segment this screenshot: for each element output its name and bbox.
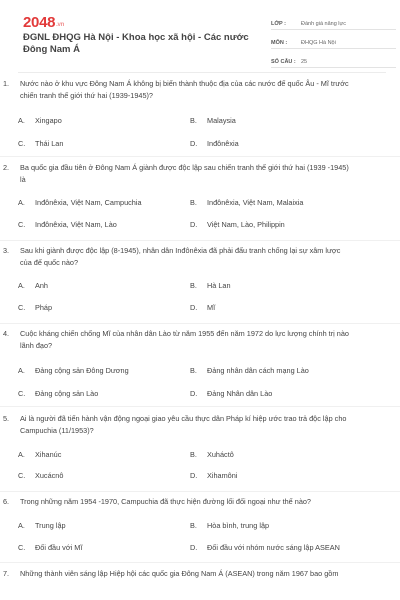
meta-row-class (271, 13, 396, 30)
logo-ext: .vn (56, 22, 64, 28)
question-number: 3. (3, 246, 10, 255)
option-c[interactable] (18, 389, 98, 398)
option-letter: D. (190, 543, 198, 552)
option-text: Inđônêxia, Việt Nam, Malaixia (207, 198, 304, 207)
option-a[interactable] (18, 450, 61, 459)
option-letter: D. (190, 303, 198, 312)
option-a[interactable] (18, 366, 129, 375)
option-letter: A. (18, 198, 25, 207)
option-text: Đảng Nhân dân Lào (207, 389, 273, 398)
meta-value: Đánh giá năng lực (301, 21, 346, 27)
option-letter: D. (190, 471, 198, 480)
option-text: Xucácnô (35, 471, 64, 480)
question-item (0, 413, 400, 492)
option-d[interactable] (190, 139, 239, 148)
option-text: Xingapo (35, 116, 62, 125)
question-item (0, 568, 400, 600)
option-letter: C. (18, 220, 26, 229)
option-text: Đối đầu với Mĩ (35, 543, 83, 552)
option-letter: A. (18, 281, 25, 290)
question-text: Trong những năm 1954 -1970, Campuchia đã thực hiện đường lối đối ngoại như thế nào? (20, 497, 311, 506)
option-b[interactable] (190, 366, 309, 375)
question-number: 1. (3, 79, 10, 88)
question-text: Cuộc kháng chiến chống Mĩ của nhân dân Lào từ năm 1955 đến năm 1972 do lực lượng chính trị nào lãnh đạo? (20, 329, 349, 350)
option-text: Inđônêxia, Việt Nam, Lào (35, 220, 117, 229)
question-text: Ai là người đã tiến hành vận động ngoại giao yêu cầu thực dân Pháp kí hiệp ước trao trả độc lập cho Campuchia (11/1953)? (20, 414, 347, 435)
option-text: Đối đầu với nhóm nước sáng lập ASEAN (207, 543, 340, 552)
option-letter: B. (190, 521, 197, 530)
question-text: Những thành viên sáng lập Hiệp hội các quốc gia Đông Nam Á (ASEAN) trong năm 1967 bao gồm (20, 569, 339, 578)
option-letter: C. (18, 139, 26, 148)
option-letter: C. (18, 389, 26, 398)
option-letter: B. (190, 366, 197, 375)
question-item (0, 162, 400, 241)
option-letter: B. (190, 450, 197, 459)
option-b[interactable] (190, 281, 231, 290)
option-text: Việt Nam, Lào, Philippin (207, 220, 285, 229)
option-letter: D. (190, 389, 198, 398)
option-text: Inđônêxia (207, 139, 239, 148)
question-item (0, 245, 400, 324)
option-a[interactable] (18, 521, 66, 530)
option-b[interactable] (190, 450, 234, 459)
meta-label: MÔN : (271, 40, 288, 46)
meta-value: 25 (301, 59, 308, 65)
option-text: Thái Lan (35, 139, 64, 148)
option-d[interactable] (190, 303, 215, 312)
option-letter: C. (18, 543, 26, 552)
option-letter: B. (190, 198, 197, 207)
option-text: Pháp (35, 303, 53, 312)
document-header (18, 0, 386, 73)
site-logo[interactable] (23, 14, 64, 31)
option-d[interactable] (190, 471, 237, 480)
option-text: Trung lập (35, 521, 66, 530)
option-text: Malaysia (207, 116, 236, 125)
question-number: 2. (3, 163, 10, 172)
option-text: Hòa bình, trung lập (207, 521, 270, 530)
meta-label: LỚP : (271, 21, 286, 27)
option-d[interactable] (190, 389, 272, 398)
option-text: Xuháctô (207, 450, 234, 459)
option-c[interactable] (18, 139, 63, 148)
option-text: Mĩ (207, 303, 216, 312)
option-b[interactable] (190, 198, 303, 207)
option-a[interactable] (18, 198, 142, 207)
option-text: Đảng cộng sản Đông Dương (35, 366, 129, 375)
question-text: Ba quốc gia đầu tiên ở Đông Nam Á giành được độc lập sau chiến tranh thế giới thứ hai (1939 -1945) là (20, 163, 349, 184)
option-a[interactable] (18, 281, 48, 290)
option-text: Xihamôni (207, 471, 238, 480)
option-letter: A. (18, 366, 25, 375)
option-text: Hà Lan (207, 281, 231, 290)
question-number: 6. (3, 497, 10, 506)
document-meta (271, 13, 396, 70)
option-letter: B. (190, 116, 197, 125)
option-letter: B. (190, 281, 197, 290)
logo-text: 2048 (23, 14, 56, 31)
option-text: Đảng nhân dân cách mạng Lào (207, 366, 309, 375)
option-c[interactable] (18, 220, 117, 229)
document-title: ĐGNL ĐHQG Hà Nội - Khoa học xã hội - Các nước Đông Nam Á (23, 32, 249, 55)
option-letter: A. (18, 450, 25, 459)
meta-row-subject (271, 32, 396, 49)
option-c[interactable] (18, 543, 82, 552)
meta-row-count (271, 51, 396, 68)
option-c[interactable] (18, 303, 52, 312)
question-item (0, 496, 400, 563)
question-item (0, 78, 400, 157)
option-text: Đảng cộng sản Lào (35, 389, 99, 398)
option-b[interactable] (190, 116, 236, 125)
option-d[interactable] (190, 220, 285, 229)
option-text: Inđônêxia, Việt Nam, Campuchia (35, 198, 142, 207)
option-letter: A. (18, 116, 25, 125)
option-text: Xihanúc (35, 450, 62, 459)
meta-value: ĐHQG Hà Nội (301, 40, 336, 46)
option-letter: D. (190, 220, 198, 229)
question-item (0, 328, 400, 407)
question-number: 7. (3, 569, 10, 578)
option-a[interactable] (18, 116, 62, 125)
question-number: 4. (3, 329, 10, 338)
option-d[interactable] (190, 543, 340, 552)
option-letter: C. (18, 471, 26, 480)
option-b[interactable] (190, 521, 269, 530)
option-letter: C. (18, 303, 26, 312)
option-text: Anh (35, 281, 48, 290)
option-letter: A. (18, 521, 25, 530)
option-letter: D. (190, 139, 198, 148)
question-text: Sau khi giành được độc lập (8-1945), nhân dân Inđônêxia đã phải đấu tranh chống lại sự xâm lược của đế quốc nào? (20, 246, 341, 267)
meta-label: SỐ CÂU : (271, 59, 296, 65)
option-c[interactable] (18, 471, 63, 480)
question-number: 5. (3, 414, 10, 423)
question-text: Nước nào ở khu vực Đông Nam Á không bị biến thành thuộc địa của các nước đế quốc Âu - Mĩ trước chiến tranh thế giới thứ hai (1939-1945)? (20, 79, 349, 100)
